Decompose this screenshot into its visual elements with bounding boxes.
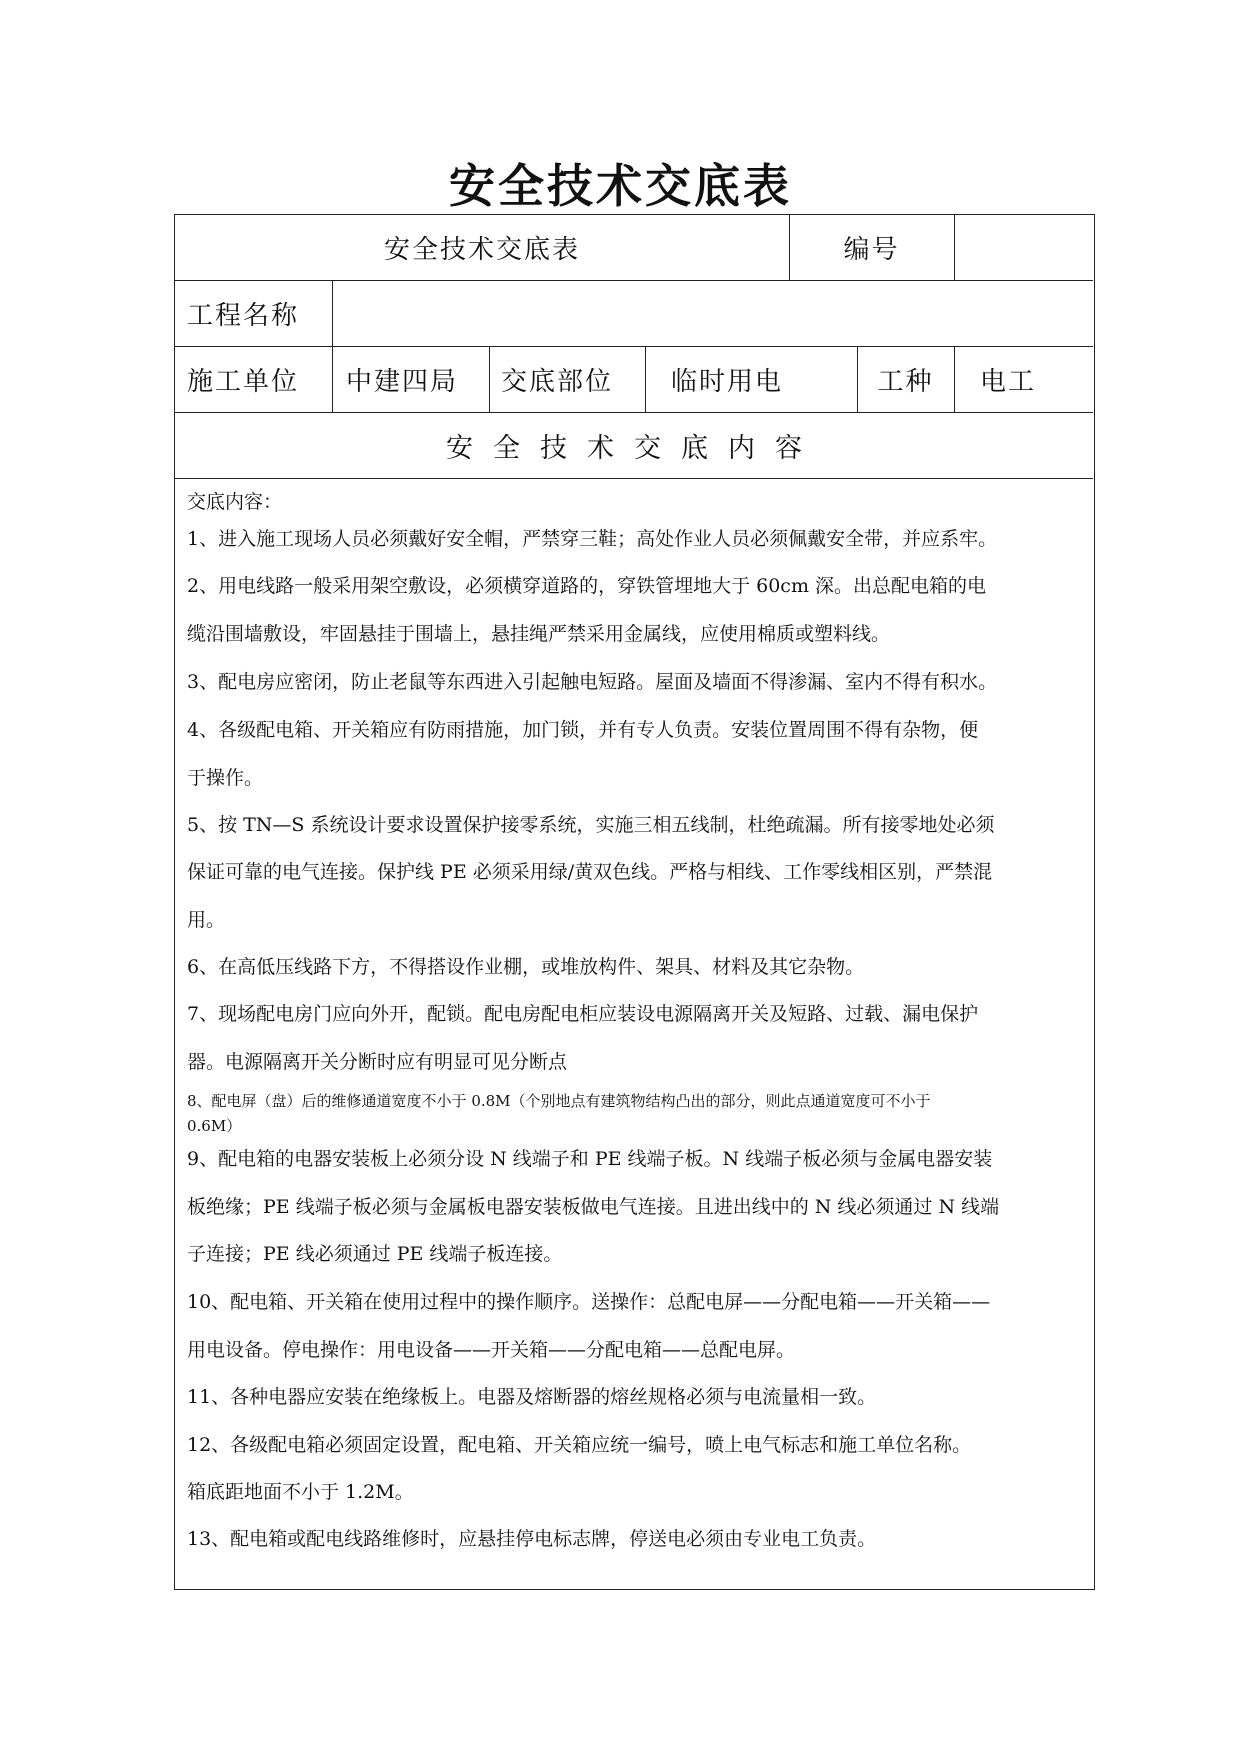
content-line: 交底内容：: [187, 491, 283, 513]
unit-label: 施工单位: [187, 367, 300, 397]
part-label: 交底部位: [501, 367, 614, 397]
content-line: 6、在高低压线路下方，不得搭设作业棚，或堆放构件、架具、材料及其它杂物。: [187, 956, 865, 978]
content-title-row: [175, 413, 1093, 479]
content-line: 于操作。: [187, 767, 264, 789]
content-line: 9、配电箱的电器安装板上必须分设 N 线端子和 PE 线端子板。N 线端子板必须与金属电器安装: [187, 1148, 993, 1170]
content-line: 板绝缘；PE 线端子板必须与金属板电器安装板做电气连接。且进出线中的 N 线必须通过 N 线端: [187, 1196, 1000, 1218]
disclosure-form-table: [174, 214, 1095, 1590]
unit-value: 中建四局: [346, 367, 459, 397]
content-line: 箱底距地面不小于 1.2M。: [187, 1481, 414, 1503]
content-line: 1、进入施工现场人员必须戴好安全帽，严禁穿三鞋；高处作业人员必须佩戴安全带，并应系牢。: [187, 528, 998, 550]
content-line: 子连接；PE 线必须通过 PE 线端子板连接。: [187, 1243, 563, 1265]
unit-row: [175, 347, 1093, 413]
part-value: 临时用电: [671, 367, 784, 397]
content-title: 安全技术交底内容: [446, 433, 822, 464]
project-label: 工程名称: [187, 301, 300, 331]
content-line: 4、各级配电箱、开关箱应有防雨措施，加门锁，并有专人负责。安装位置周围不得有杂物，便: [187, 719, 979, 741]
project-row: [175, 281, 1093, 347]
content-line: 2、用电线路一般采用架空敷设，必须横穿道路的，穿铁管埋地大于 60cm 深。出总配电箱的电: [187, 575, 987, 597]
content-line: 用。: [187, 909, 226, 931]
content-line: 5、按 TN—S 系统设计要求设置保护接零系统，实施三相五线制，杜绝疏漏。所有接零地处必须: [187, 814, 995, 836]
content-line: 0.6M）: [187, 1117, 242, 1135]
project-value[interactable]: [332, 281, 1093, 346]
content-line: 缆沿围墙敷设，牢固悬挂于围墙上，悬挂绳严禁采用金属线，应使用棉质或塑料线。: [187, 623, 891, 645]
trade-label: 工种: [877, 367, 934, 397]
content-line: 7、现场配电房门应向外开，配锁。配电房配电柜应装设电源隔离开关及短路、过载、漏电保护: [187, 1003, 979, 1025]
number-value[interactable]: [954, 215, 1093, 280]
content-line: 11、各种电器应安装在绝缘板上。电器及熔断器的熔丝规格必须与电流量相一致。: [187, 1386, 877, 1408]
content-line: 用电设备。停电操作：用电设备——开关箱——分配电箱——总配电屏。: [187, 1339, 796, 1361]
number-label: 编号: [843, 235, 900, 265]
content-line: 10、配电箱、开关箱在使用过程中的操作顺序。送操作：总配电屏——分配电箱——开关箱——: [187, 1291, 991, 1313]
content-line: 保证可靠的电气连接。保护线 PE 必须采用绿/黄双色线。严格与相线、工作零线相区别，严禁混: [187, 861, 993, 883]
content-line: 器。电源隔离开关分断时应有明显可见分断点: [187, 1051, 568, 1073]
form-header-row: [175, 215, 1093, 281]
form-name: 安全技术交底表: [383, 235, 580, 265]
content-line: 3、配电房应密闭，防止老鼠等东西进入引起触电短路。屋面及墙面不得渗漏、室内不得有积水。: [187, 671, 998, 693]
content-line: 12、各级配电箱必须固定设置，配电箱、开关箱应统一编号，喷上电气标志和施工单位名称。: [187, 1434, 972, 1456]
page-title: 安全技术交底表: [449, 159, 792, 213]
trade-value: 电工: [980, 367, 1037, 397]
content-line: 8、配电屏（盘）后的维修通道宽度不小于 0.8M（个别地点有建筑物结构凸出的部分，则此点通道宽度可不小于: [187, 1092, 931, 1110]
content-line: 13、配电箱或配电线路维修时，应悬挂停电标志牌，停送电必须由专业电工负责。: [187, 1528, 877, 1550]
